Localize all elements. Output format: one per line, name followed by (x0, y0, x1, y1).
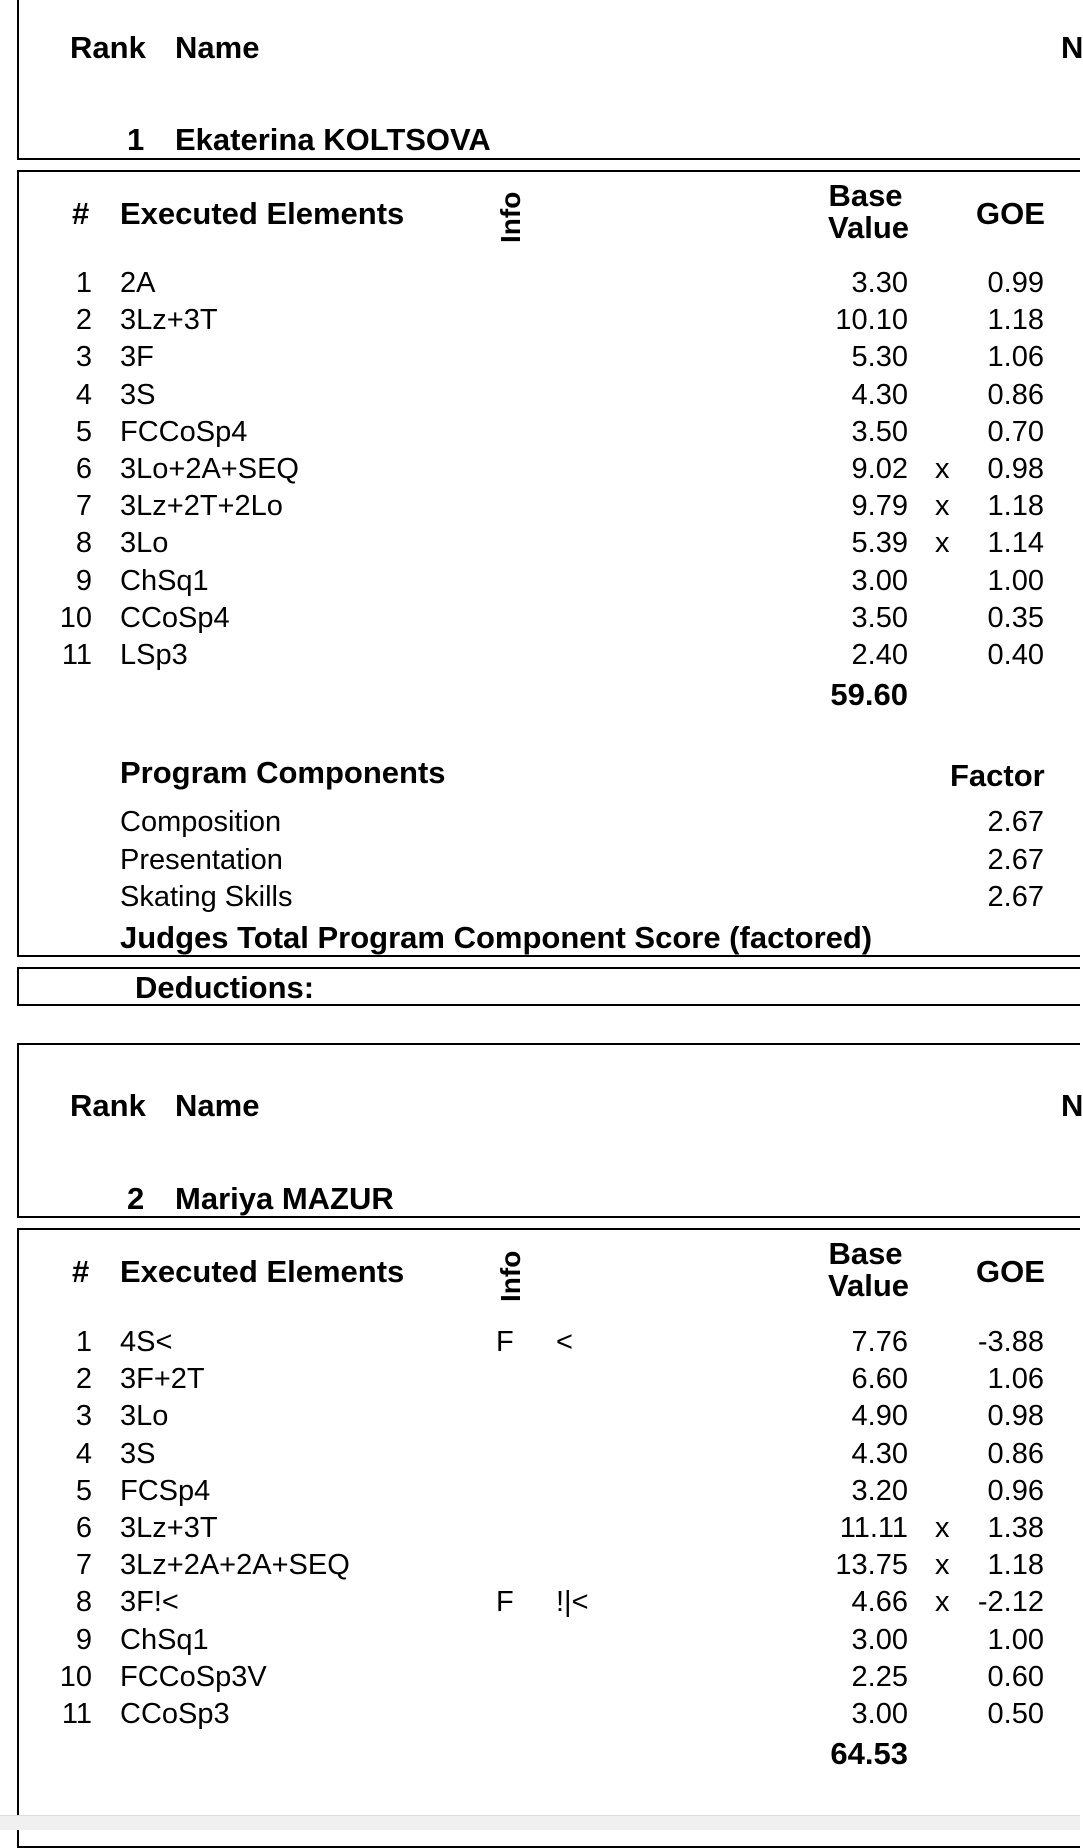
element-base-cell: 6.60 (851, 1363, 908, 1396)
element-element-cell: 3F (120, 341, 154, 374)
element-num-cell: 2 (75, 304, 92, 337)
element-num-cell: 11 (61, 1698, 92, 1730)
element-element-cell: 3Lz+3T (120, 304, 218, 337)
element-element-cell: ChSq1 (120, 1623, 209, 1656)
element-num-cell: 2 (75, 1363, 92, 1396)
element-x-cell: x (935, 1586, 950, 1619)
element-element-cell: LSp3 (120, 639, 188, 671)
element-num-cell: 6 (75, 1512, 92, 1544)
base-value-header-line2: Value (828, 210, 909, 245)
component-name: Composition (120, 806, 282, 838)
element-element-cell: FCCoSp3V (120, 1660, 267, 1693)
base-value-header-line1: Base (828, 1236, 903, 1271)
element-num-cell: 1 (75, 1326, 92, 1358)
element-goe-cell: 1.18 (987, 1549, 1044, 1582)
element-base-cell: 5.30 (851, 341, 908, 374)
base-value-header-line2: Value (828, 1268, 909, 1303)
component-factor: 2.67 (987, 806, 1044, 838)
element-x-cell: x (935, 490, 950, 523)
element-goe-cell: 1.14 (987, 527, 1044, 560)
element-num-cell: 3 (75, 341, 92, 374)
element-base-cell: 2.40 (851, 639, 908, 671)
element-element-cell: CCoSp4 (120, 601, 230, 634)
component-factor: 2.67 (987, 881, 1044, 913)
element-num-cell: 9 (75, 1623, 92, 1656)
skater-rank: 2 (127, 1181, 145, 1216)
factor-header: Factor (950, 758, 1045, 793)
element-goe-cell: 0.40 (987, 639, 1044, 671)
element-base-cell: 3.00 (851, 564, 908, 597)
element-base-cell: 10.10 (835, 304, 908, 337)
element-base-cell: 4.66 (851, 1586, 908, 1619)
element-base-cell: 3.20 (851, 1474, 908, 1507)
executed-elements-header: Executed Elements (120, 1254, 405, 1289)
element-element-cell: 3F!< (120, 1586, 179, 1619)
element-x-cell: x (935, 1512, 950, 1544)
element-num-cell: 3 (75, 1400, 92, 1433)
base-value-header (828, 178, 909, 245)
element-num-cell: 7 (75, 1549, 92, 1582)
name-column-header: Name (175, 30, 260, 65)
component-name: Presentation (120, 843, 283, 876)
element-element-cell: ChSq1 (120, 564, 209, 597)
element-info1-cell: F (496, 1586, 514, 1619)
element-base-cell: 4.90 (851, 1400, 908, 1433)
skater-name: Ekaterina KOLTSOVA (175, 122, 491, 157)
rank-column-header: Rank (70, 1088, 146, 1123)
element-goe-cell: 0.96 (987, 1474, 1044, 1507)
element-x-cell: x (935, 527, 950, 560)
n-column-header-cut: N (1061, 30, 1083, 65)
element-base-cell: 4.30 (851, 1437, 908, 1470)
element-num-cell: 10 (59, 1660, 92, 1693)
element-element-cell: 3S (120, 1437, 156, 1470)
element-base-cell: 4.30 (851, 378, 908, 411)
element-info2-cell: < (556, 1326, 573, 1358)
element-goe-cell: 1.18 (987, 490, 1044, 523)
element-element-cell: FCCoSp4 (120, 415, 248, 448)
n-column-header-cut: N (1061, 1088, 1083, 1123)
element-num-cell: 5 (75, 1474, 92, 1507)
element-element-cell: 3Lo (120, 527, 169, 560)
element-goe-cell: 1.38 (987, 1512, 1044, 1544)
goe-header: GOE (976, 196, 1045, 231)
base-value-header (828, 1236, 909, 1303)
element-element-cell: 3F+2T (120, 1363, 205, 1396)
element-base-cell: 13.75 (835, 1549, 908, 1582)
skater-rank: 1 (127, 122, 145, 157)
element-base-cell: 5.39 (851, 527, 908, 560)
element-base-cell: 2.25 (851, 1660, 908, 1693)
element-num-cell: 7 (75, 490, 92, 523)
element-goe-cell: 0.50 (987, 1698, 1044, 1730)
element-base-cell: 11.11 (839, 1512, 908, 1544)
element-element-cell: FCSp4 (120, 1474, 211, 1507)
deductions-label: Deductions: (135, 970, 315, 1005)
element-goe-cell: -2.12 (977, 1586, 1044, 1619)
skater-name: Mariya MAZUR (175, 1181, 394, 1216)
viewer-bottom-edge (0, 1815, 1080, 1830)
element-element-cell: 3Lz+2T+2Lo (120, 490, 283, 523)
element-base-cell: 9.02 (851, 453, 908, 485)
element-x-cell: x (935, 1549, 950, 1582)
element-element-cell: 3Lo+2A+SEQ (120, 453, 299, 485)
element-goe-cell: 1.00 (987, 1623, 1044, 1656)
element-base-cell: 3.00 (851, 1623, 908, 1656)
element-base-cell: 3.50 (851, 601, 908, 634)
element-goe-cell: 0.35 (987, 601, 1044, 634)
element-goe-cell: 0.70 (987, 415, 1044, 448)
base-value-total: 59.60 (830, 677, 908, 712)
info-header: Info (495, 191, 526, 243)
element-num-cell: 10 (59, 601, 92, 634)
element-info2-cell: !|< (556, 1586, 589, 1619)
element-num-cell: 4 (75, 1437, 92, 1470)
element-goe-cell: 0.86 (987, 378, 1044, 411)
element-num-cell: 1 (75, 267, 92, 299)
element-element-cell: 2A (120, 267, 156, 299)
element-goe-cell: 1.06 (987, 1363, 1044, 1396)
component-name: Skating Skills (120, 881, 293, 913)
element-info1-cell: F (496, 1326, 514, 1358)
element-element-cell: 3Lz+3T (120, 1512, 218, 1544)
element-num-cell: 9 (75, 564, 92, 597)
element-element-cell: 3Lo (120, 1400, 169, 1433)
element-base-cell: 3.00 (851, 1698, 908, 1730)
name-column-header: Name (175, 1088, 260, 1123)
component-factor: 2.67 (987, 843, 1044, 876)
element-element-cell: 3Lz+2A+2A+SEQ (120, 1549, 350, 1582)
base-value-total: 64.53 (830, 1736, 908, 1771)
skater1-rank-box-left-border (17, 0, 19, 160)
element-goe-cell: 1.00 (987, 564, 1044, 597)
element-goe-cell: 0.86 (987, 1437, 1044, 1470)
element-goe-cell: 0.98 (987, 1400, 1044, 1433)
element-element-cell: CCoSp3 (120, 1698, 230, 1730)
element-num-cell: 8 (75, 1586, 92, 1619)
element-goe-cell: 0.99 (987, 267, 1044, 299)
skater1-rank-box-bottom-border (17, 158, 1080, 160)
element-number-header: # (72, 196, 90, 231)
element-element-cell: 4S< (120, 1326, 173, 1358)
element-base-cell: 7.76 (851, 1326, 908, 1358)
element-num-cell: 11 (61, 639, 92, 671)
element-num-cell: 5 (75, 415, 92, 448)
judges-total-pcs-label: Judges Total Program Component Score (factored) (120, 920, 873, 955)
element-base-cell: 3.50 (851, 415, 908, 448)
element-goe-cell: 0.60 (987, 1660, 1044, 1693)
base-value-header-line1: Base (828, 178, 903, 213)
element-goe-cell: -3.88 (977, 1326, 1044, 1358)
element-num-cell: 8 (75, 527, 92, 560)
element-number-header: # (72, 1254, 90, 1289)
element-goe-cell: 1.18 (987, 304, 1044, 337)
element-num-cell: 4 (75, 378, 92, 411)
info-header: Info (495, 1250, 526, 1302)
element-goe-cell: 1.06 (987, 341, 1044, 374)
element-base-cell: 3.30 (851, 267, 908, 299)
element-goe-cell: 0.98 (987, 453, 1044, 485)
element-element-cell: 3S (120, 378, 156, 411)
element-base-cell: 9.79 (851, 490, 908, 523)
goe-header: GOE (976, 1254, 1045, 1289)
program-components-title: Program Components (120, 755, 446, 790)
element-x-cell: x (935, 453, 950, 485)
rank-column-header: Rank (70, 30, 146, 65)
element-num-cell: 6 (75, 453, 92, 485)
executed-elements-header: Executed Elements (120, 196, 405, 231)
